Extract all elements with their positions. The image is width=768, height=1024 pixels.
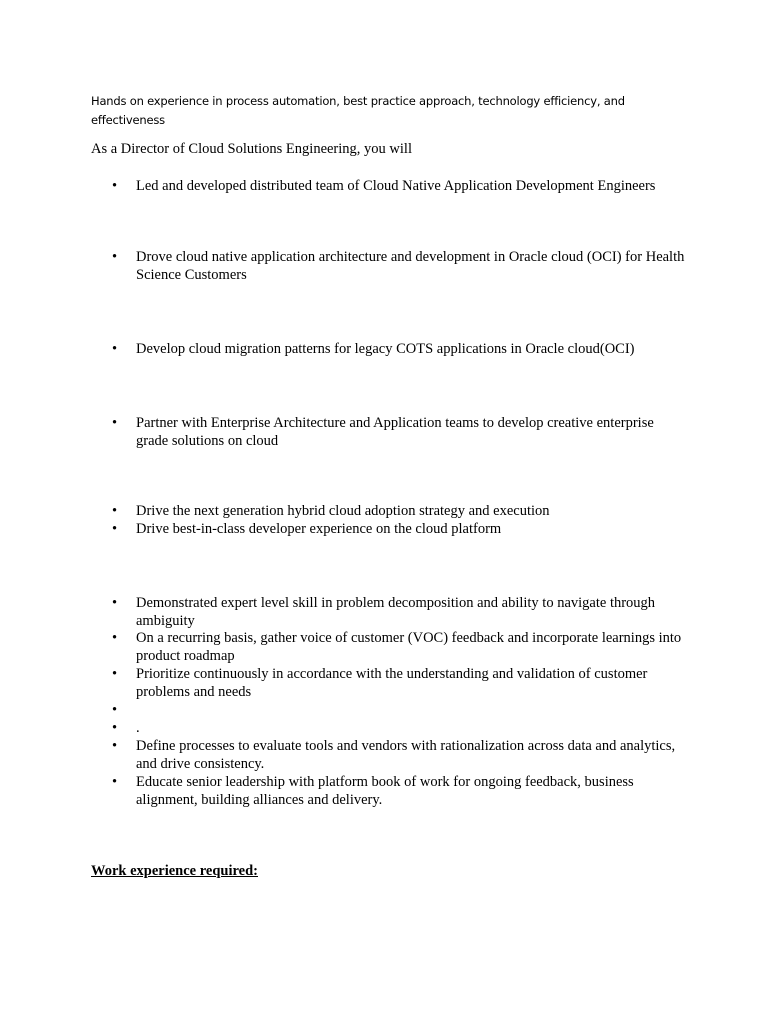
intro-text: As a Director of Cloud Solutions Engineering, you will	[91, 141, 412, 157]
bullet-icon: •	[112, 738, 118, 754]
list-item	[112, 520, 672, 538]
list-item-text: Develop cloud migration patterns for legacy COTS applications in Oracle cloud(OCI)	[136, 341, 635, 357]
list-item	[112, 248, 685, 284]
bullet-icon: •	[112, 595, 118, 611]
bullet-icon: •	[112, 630, 118, 646]
list-item-text: Drive the next generation hybrid cloud adoption strategy and execution	[136, 503, 550, 519]
list-item-text: Educate senior leadership with platform book of work for ongoing feedback, business alignment, building alliances and delivery.	[136, 774, 634, 808]
list-item	[112, 737, 676, 773]
list-item-text: Drove cloud native application architecture and development in Oracle cloud (OCI) for Health Science Customers	[136, 249, 685, 283]
bullet-icon: •	[112, 341, 118, 357]
list-item-text: On a recurring basis, gather voice of customer (VOC) feedback and incorporate learnings into product roadmap	[136, 630, 682, 664]
list-item	[112, 594, 672, 630]
bullet-icon: •	[112, 503, 118, 519]
bullet-icon: •	[112, 178, 118, 194]
list-item	[112, 414, 672, 450]
section-heading: Work experience required:	[91, 863, 258, 879]
list-item-text: Prioritize continuously in accordance with the understanding and validation of customer problems and needs	[136, 666, 648, 700]
list-item-text: Led and developed distributed team of Cloud Native Application Development Engineers	[136, 178, 656, 194]
bullet-icon: •	[112, 666, 118, 682]
list-item-text: Partner with Enterprise Architecture and Application teams to develop creative enterprise grade solutions on cloud	[136, 415, 654, 449]
list-item-text: Drive best-in-class developer experience on the cloud platform	[136, 521, 502, 537]
list-item	[112, 665, 672, 701]
list-item-text: Demonstrated expert level skill in problem decomposition and ability to navigate through ambiguity	[136, 595, 656, 629]
bullet-icon: •	[112, 249, 118, 265]
bullet-icon: •	[112, 702, 118, 718]
list-item-text: .	[136, 720, 140, 736]
heading-text: Hands on experience in process automation, best practice approach, technology efficiency, and effectiveness	[91, 94, 625, 127]
list-item	[112, 502, 672, 520]
list-item	[112, 340, 672, 358]
list-item	[112, 177, 672, 195]
list-item	[112, 773, 672, 809]
list-item-text: Define processes to evaluate tools and vendors with rationalization across data and analytics, and drive consistency.	[136, 738, 676, 772]
bullet-icon: •	[112, 774, 118, 790]
bullet-icon: •	[112, 415, 118, 431]
bullet-icon: •	[112, 720, 118, 736]
list-item	[112, 629, 682, 665]
bullet-icon: •	[112, 521, 118, 537]
list-item	[112, 719, 672, 737]
